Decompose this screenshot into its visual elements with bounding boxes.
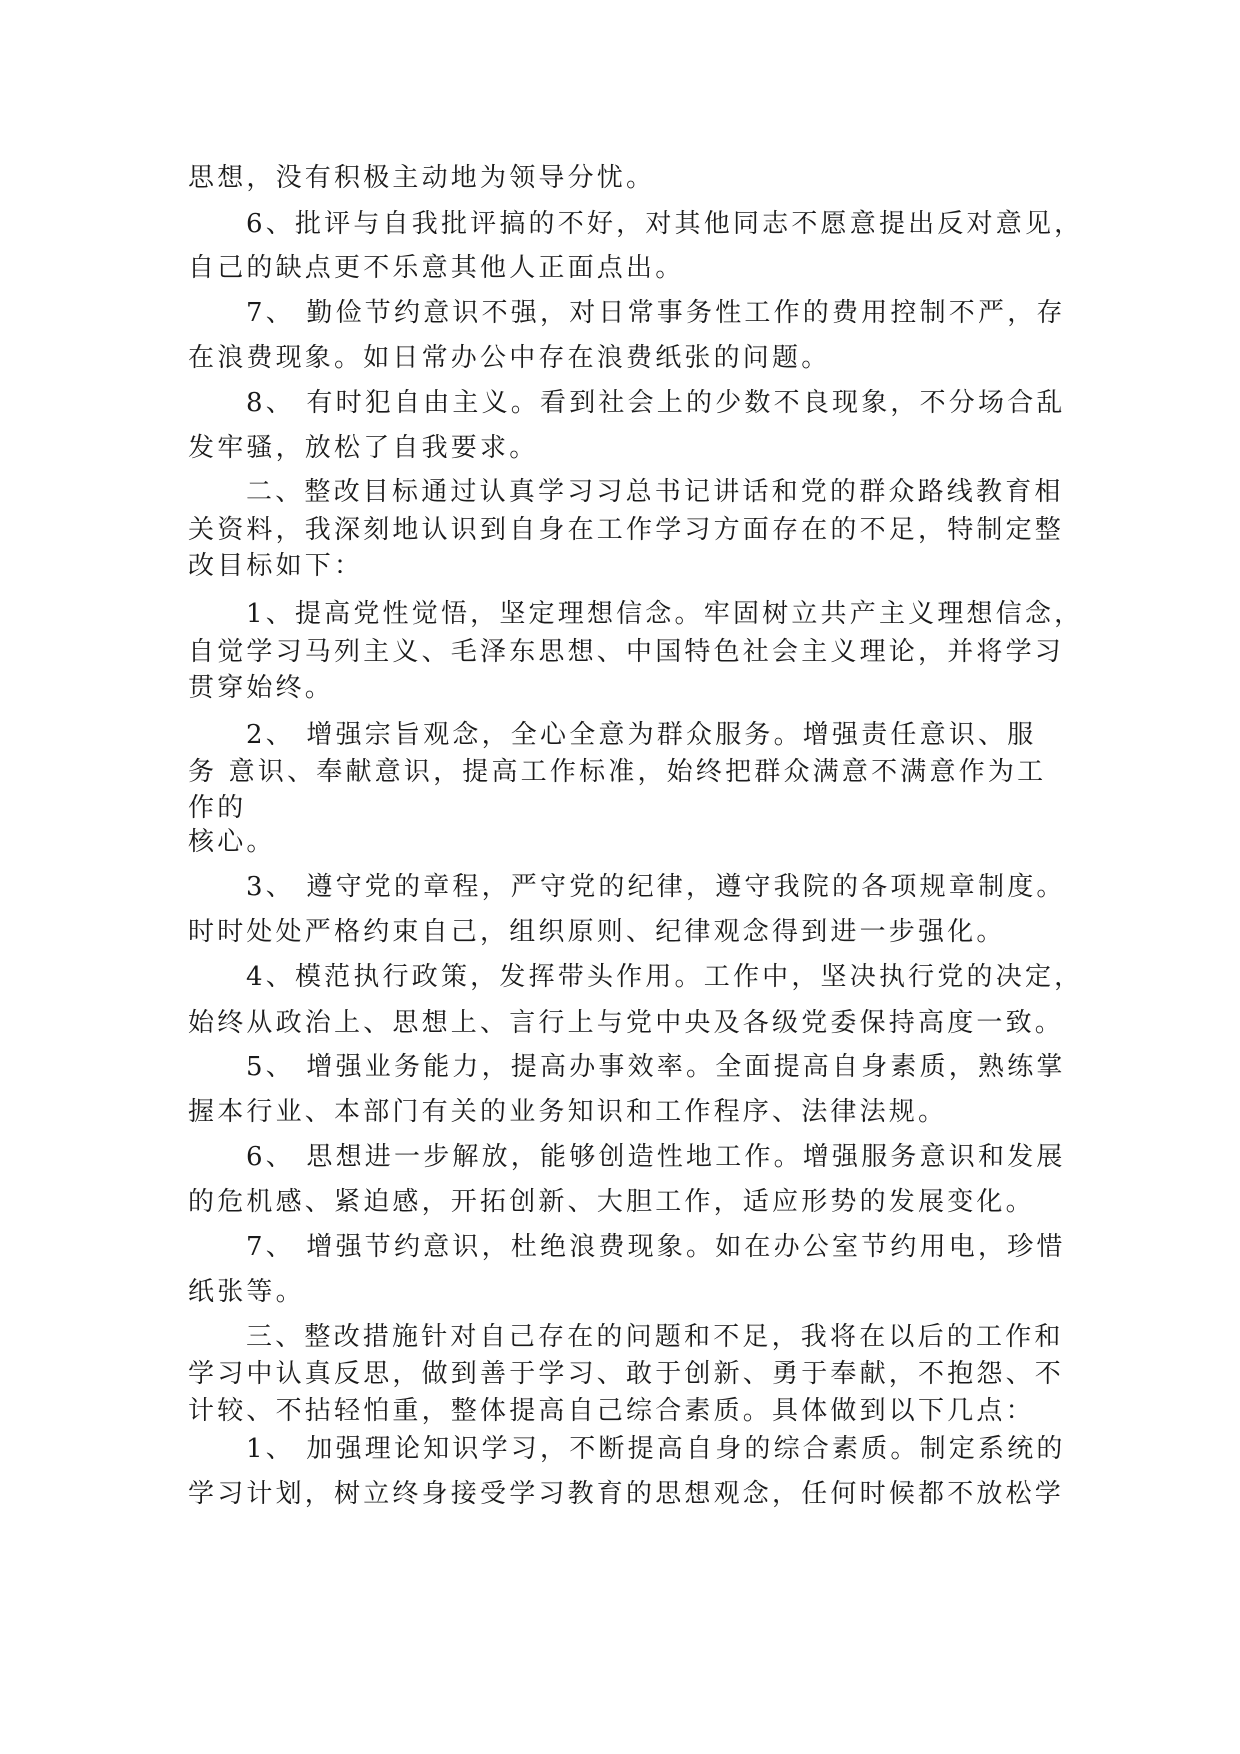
document-page: 思想，没有积极主动地为领导分忧。 6、批评与自我批评搞的不好，对其他同志不愿意提出反对意见， 自己的缺点更不乐意其他人正面点出。 7、 勤俭节约意识不强，对日常事务性工作的费用控制不严，存 在浪费现象。如日常办公中存在浪费纸张的问题。 8、 有时犯自由主义。看到社会上的少数不良现象，不分场合乱 发牢骚，放松了自我要求。 二、整改目标通过认真学习习总书记讲话和党的群众路线教育相 关资料，我深刻地认识到自身在工作学习方面存在的不足，特制定整 改目标如下： 1、提高党性觉悟，坚定理想信念。牢固树立共产主义理想信念， 自觉学习马列主义、毛泽东思想、中国特色社会主义理论，并将学习 贯穿始终。 2、 增强宗旨观念，全心全意为群众服务。增强责任意识、服 务 意识、奉献意识，提高工作标准，始终把群众满意不满意作为工 作的 核心。 3、 遵守党的章程，严守党的纪律，遵守我院的各项规章制度。 时时处处严格约束自己，组织原则、纪律观念得到进一步强化。 4、模范执行政策，发挥带头作用。工作中，坚决执行党的决定， 始终从政治上、思想上、言行上与党中央及各级党委保持高度一致。 5、 增强业务能力，提高办事效率。全面提高自身素质，熟练掌 握本行业、本部门有关的业务知识和工作程序、法律法规。 6、 思想进一步解放，能够创造性地工作。增强服务意识和发展 的危机感、紧迫感，开拓创新、大胆工作，适应形势的发展变化。 7、 增强节约意识，杜绝浪费现象。如在办公室节约用电，珍惜 纸张等。 三、整改措施针对自己存在的问题和不足，我将在以后的工作和 学习中认真反思，做到善于学习、敢于创新、勇于奉献，不抱怨、不 计较、不拈轻怕重，整体提高自己综合素质。具体做到以下几点： 1、 加强理论知识学习，不断提高自身的综合素质。制定系统的 学习计划，树立终身接受学习教育的思想观念，任何时候都不放松学: [188, 163, 1084, 1509]
